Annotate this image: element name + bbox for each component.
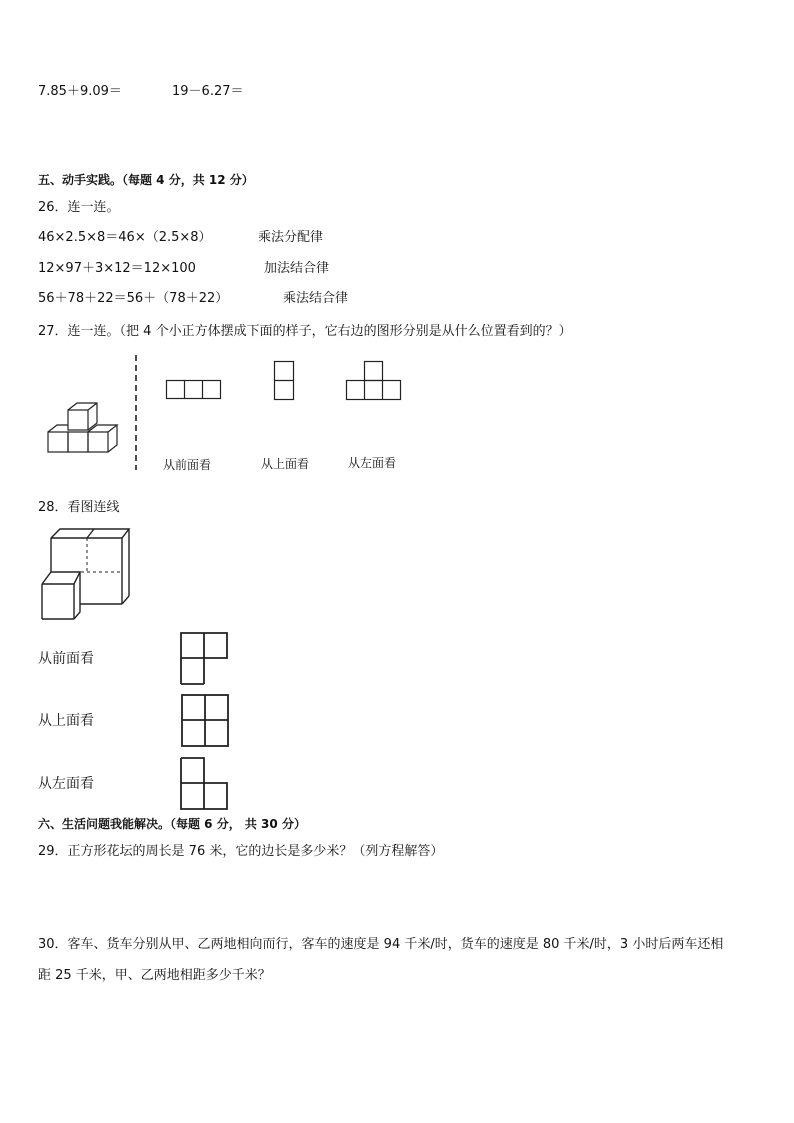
q29-text: 29．正方形花坛的周长是 76 米，它的边长是多少米？（列方程解答） xyxy=(38,844,444,859)
q27-title: 27．连一连。（把 4 个小正方体摆成下面的样子，它右边的图形分别是从什么位置看到的？） xyxy=(38,324,572,339)
q26-title: 26．连一连。 xyxy=(38,200,120,215)
q26-right-2: 加法结合律 xyxy=(264,261,330,276)
q26-left-1: 46×2.5×8＝46×（2.5×8） xyxy=(38,230,212,245)
q30-text-line-2: 距 25 千米，甲、乙两地相距多少千米？ xyxy=(38,968,271,983)
q27-view-a-shape xyxy=(166,380,222,400)
q30-text-line-1: 30．客车、货车分别从甲、乙两地相向而行，客车的速度是 94 千米/时，货车的速度是 80 千米/时，3 小时后两车还相 xyxy=(38,937,724,952)
section-6-heading: 六、生活问题我能解决。（每题 6 分， 共 30 分） xyxy=(38,817,306,831)
section-5-heading: 五、动手实践。（每题 4 分，共 12 分） xyxy=(38,173,254,187)
q27-view-b-shape xyxy=(274,361,296,401)
q27-dashed-divider xyxy=(134,355,138,470)
q27-view-c-shape xyxy=(346,361,402,401)
q28-label-front: 从前面看 xyxy=(38,651,94,667)
q27-label-front: 从前面看 xyxy=(163,458,212,472)
q28-view-shape-2 xyxy=(181,694,231,748)
q28-block-figure xyxy=(38,526,132,624)
q28-label-left: 从左面看 xyxy=(38,776,94,792)
q26-right-1: 乘法分配律 xyxy=(258,230,324,245)
calc-expr-2: 19－6.27＝ xyxy=(172,84,244,99)
q28-view-shape-3 xyxy=(180,757,230,811)
q28-view-shape-1 xyxy=(180,632,230,686)
q26-left-3: 56＋78＋22＝56＋（78＋22） xyxy=(38,291,229,306)
q27-cube-figure xyxy=(40,398,130,460)
q27-label-top: 从上面看 xyxy=(261,457,310,471)
q26-right-3: 乘法结合律 xyxy=(283,291,349,306)
q28-title: 28．看图连线 xyxy=(38,500,120,515)
q27-label-left: 从左面看 xyxy=(348,456,397,470)
calc-expr-1: 7.85＋9.09＝ xyxy=(38,84,122,99)
q26-left-2: 12×97＋3×12＝12×100 xyxy=(38,261,196,276)
q28-label-top: 从上面看 xyxy=(38,713,94,729)
